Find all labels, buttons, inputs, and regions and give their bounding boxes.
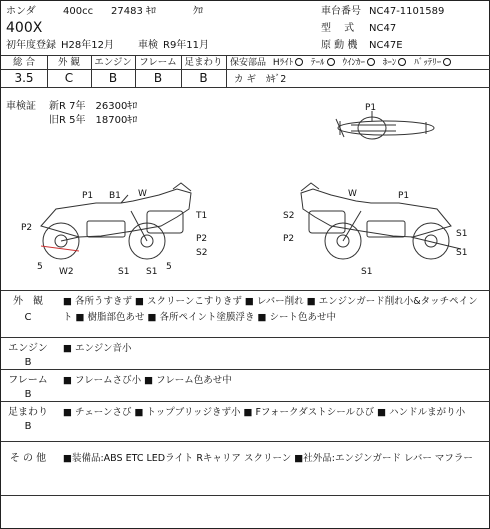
diag-left-b1: B1 — [109, 191, 121, 201]
inspection-label: 車検 — [138, 40, 158, 51]
diag-right-s1-c: S1 — [361, 267, 373, 277]
section-text-suspension: ■ チェーンさび ■ トップブリッジきず小 ■ Fフォークダストシールひび ■ ハンドルまがり小 — [63, 407, 466, 418]
diag-left-p2-b: P2 — [196, 234, 208, 244]
section-title-engine: エンジン — [8, 343, 48, 354]
diag-left-t1: T1 — [196, 211, 208, 221]
diag-right-s2: S2 — [283, 211, 295, 221]
chassis-label: 車台番号 — [321, 6, 361, 17]
section-title-other: そ の 他 — [9, 453, 47, 464]
section-grade-engine: B — [24, 357, 32, 368]
grade-header-total: 総 合 — [12, 57, 36, 68]
diag-left-5-a: 5 — [37, 262, 43, 272]
bike-right-side — [301, 183, 461, 259]
key-label: カ ギ — [234, 74, 257, 85]
diag-left-w: W — [138, 189, 147, 199]
diag-left-5-b: 5 — [166, 262, 172, 272]
safety-item-battery: ﾊﾞｯﾃﾘｰ — [414, 58, 442, 68]
diag-left-p2-a: P2 — [21, 223, 33, 233]
grade-header-exterior: 外 観 — [57, 57, 81, 68]
section-text-frame: ■ フレームさび小 ■ フレーム色あせ中 — [63, 375, 232, 386]
diag-right-p1: P1 — [398, 191, 410, 201]
first-reg-value: H28年12月 — [61, 40, 114, 51]
ok-circle-icon — [327, 58, 335, 66]
model-name: 400X — [6, 20, 43, 36]
safety-item-horn: ﾎｰﾝ — [382, 58, 397, 68]
diag-left-s1-b: S1 — [146, 267, 158, 277]
grade-frame: B — [153, 71, 163, 85]
inspection-value: R9年11月 — [163, 40, 210, 51]
grade-engine: B — [108, 71, 118, 85]
certificate-line-old: 旧R 5年 18700ｷﾛ — [49, 115, 138, 126]
certificate-line-new: 新R 7年 26300ｷﾛ — [49, 101, 138, 112]
diag-left-s1-a: S1 — [118, 267, 130, 277]
mileage: 27483 ｷﾛ — [111, 6, 156, 17]
safety-parts-row — [230, 58, 451, 68]
section-grade-exterior: C — [24, 312, 32, 323]
bike-top-view — [336, 111, 434, 139]
diag-left-w2: W2 — [59, 267, 74, 277]
color: ｸﾛ — [193, 6, 203, 17]
grade-header-engine: エンジン — [94, 57, 132, 68]
diag-left-s2: S2 — [196, 248, 208, 258]
safety-item-tail: ﾃｰﾙ — [311, 58, 325, 68]
ok-circle-icon — [367, 58, 375, 66]
type-value: NC47 — [369, 23, 397, 34]
chassis-value: NC47-1101589 — [369, 6, 445, 17]
section-title-exterior: 外 観 — [13, 296, 43, 307]
certificate-title: 車検証 — [6, 101, 36, 112]
diag-top-p1: P1 — [365, 103, 377, 113]
section-title-suspension: 足まわり — [8, 407, 48, 418]
safety-title: 保安部品 — [230, 58, 267, 68]
grade-header-suspension: 足まわり — [184, 57, 223, 68]
section-text-exterior: ■ 各所うすきず ■ スクリーンこすりきず ■ レバー削れ ■ エンジンガード削れ小&タッチペイント ■ 樹脂部色あせ ■ 各所ペイント塗膜浮き ■ シート色あせ中 — [63, 296, 478, 323]
section-grade-frame: B — [24, 389, 32, 400]
safety-item-headlight: Hﾗｲﾄ — [272, 58, 294, 68]
damage-diagram — [1, 91, 490, 291]
section-text-other: ■装備品:ABS ETC LEDライト Rキャリア スクリーン ■社外品:エンジンガード レバー マフラー — [63, 453, 473, 464]
section-title-frame: フレーム — [8, 375, 48, 386]
safety-item-winker: ｳｲﾝｶｰ — [342, 58, 365, 68]
ok-circle-icon — [398, 58, 406, 66]
ok-circle-icon — [295, 58, 303, 66]
engine-label: 原 動 機 — [321, 40, 358, 51]
first-reg-label: 初年度登録 — [6, 40, 56, 51]
maker: ホンダ — [6, 6, 36, 17]
grade-exterior: C — [64, 71, 74, 85]
diag-right-s1-b: S1 — [456, 248, 468, 258]
key-value: ｶｷﾞ2 — [266, 74, 287, 85]
section-grade-suspension: B — [24, 421, 32, 432]
engine-value: NC47E — [369, 40, 403, 51]
diag-left-p1: P1 — [82, 191, 94, 201]
type-label: 型 式 — [321, 23, 355, 34]
ok-circle-icon — [443, 58, 451, 66]
section-text-engine: ■ エンジン音小 — [63, 343, 132, 354]
displacement: 400cc — [63, 6, 94, 17]
diag-right-w: W — [348, 189, 357, 199]
diag-right-s1-a: S1 — [456, 229, 468, 239]
diag-right-p2: P2 — [283, 234, 295, 244]
grade-header-frame: フレーム — [139, 57, 177, 68]
grade-suspension: B — [199, 71, 208, 85]
grade-total: 3.5 — [14, 71, 34, 85]
